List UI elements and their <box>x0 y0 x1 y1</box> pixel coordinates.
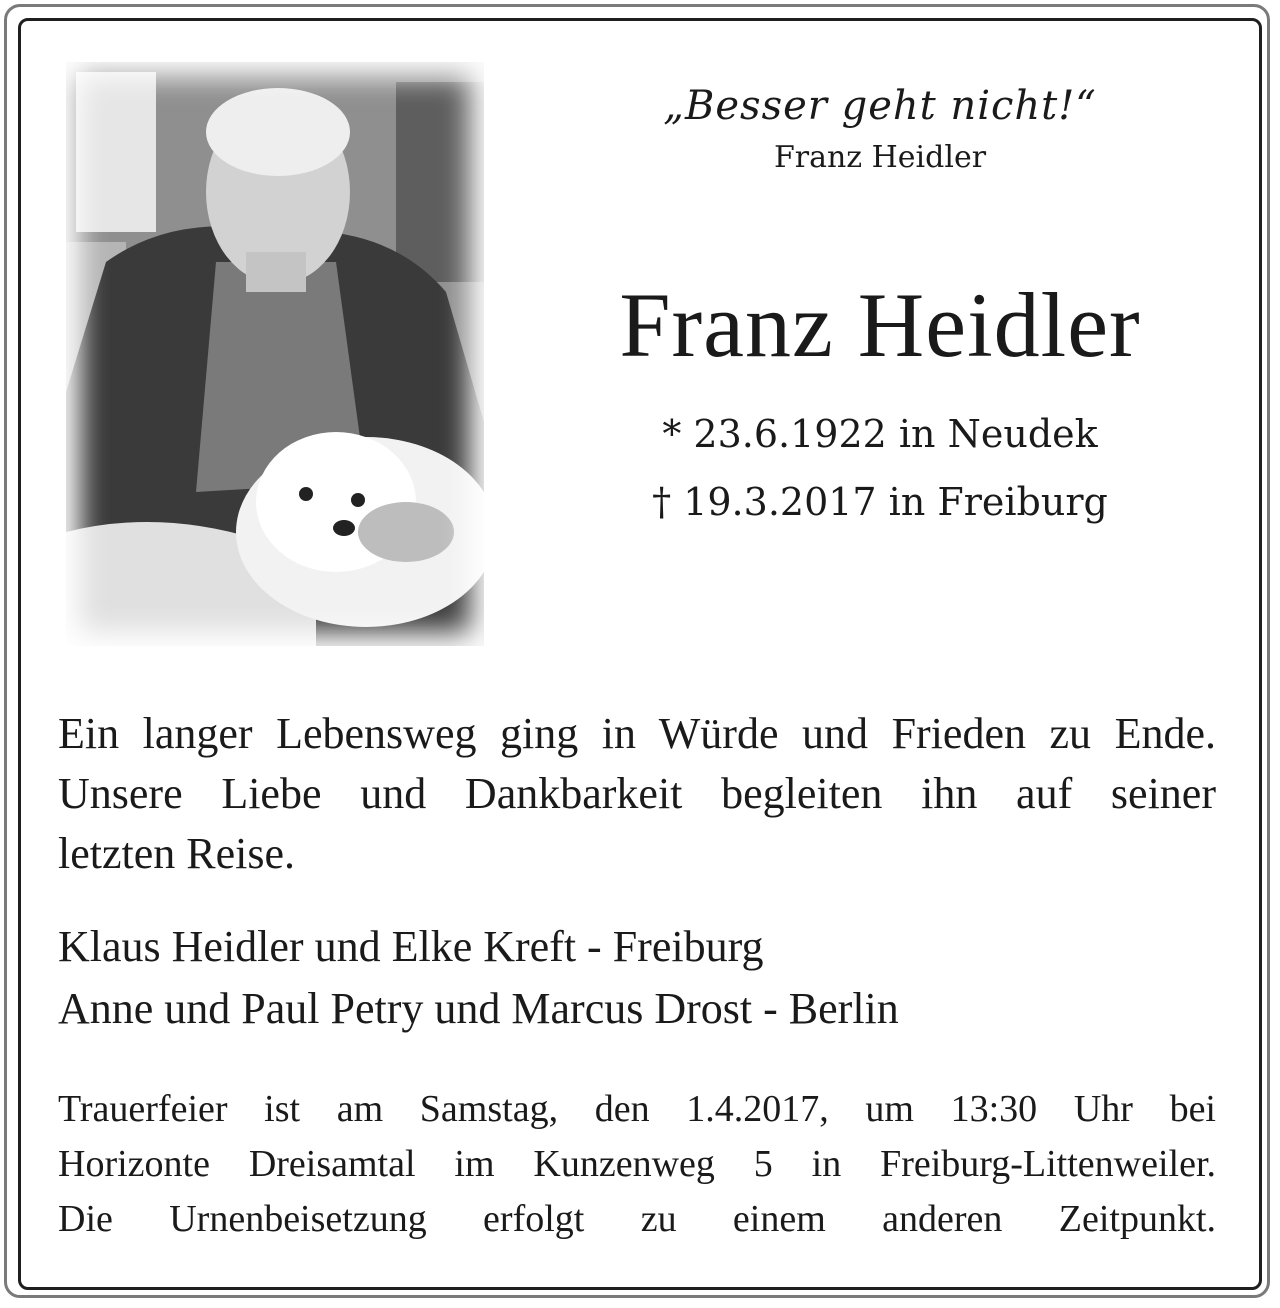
deceased-name: Franz Heidler <box>619 274 1141 376</box>
farewell-line: Ein langer Lebensweg ging in Würde und Frieden zu Ende. <box>58 709 1216 758</box>
motto-author: Franz Heidler <box>773 140 987 175</box>
farewell-text <box>58 704 1216 884</box>
header-block <box>520 78 1240 536</box>
farewell-line: Unsere Liebe und Dankbarkeit begleiten ihn auf seiner <box>58 769 1216 818</box>
mourner-line: Klaus Heidler und Elke Kreft - Freiburg <box>58 922 764 971</box>
ceremony-info <box>58 1082 1216 1247</box>
motto-quote: „Besser geht nicht!“ <box>663 83 1097 129</box>
ceremony-line: Horizonte Dreisamtal im Kunzenweg 5 in Freiburg-Littenweiler. <box>58 1143 1216 1185</box>
life-dates <box>520 400 1240 536</box>
portrait-photo-illustration <box>66 62 484 646</box>
birth-date: * 23.6.1922 in Neudek <box>662 412 1098 456</box>
ceremony-line: Die Urnenbeisetzung erfolgt zu einem anderen Zeitpunkt. <box>58 1198 1216 1240</box>
death-date: † 19.3.2017 in Freiburg <box>652 480 1108 524</box>
farewell-line: letzten Reise. <box>58 829 296 878</box>
mourners <box>58 916 1216 1040</box>
portrait-photo <box>66 62 484 646</box>
ceremony-line: Trauerfeier ist am Samstag, den 1.4.2017, um 13:30 Uhr bei <box>58 1088 1216 1130</box>
mourner-line: Anne und Paul Petry und Marcus Drost - Berlin <box>58 984 899 1033</box>
